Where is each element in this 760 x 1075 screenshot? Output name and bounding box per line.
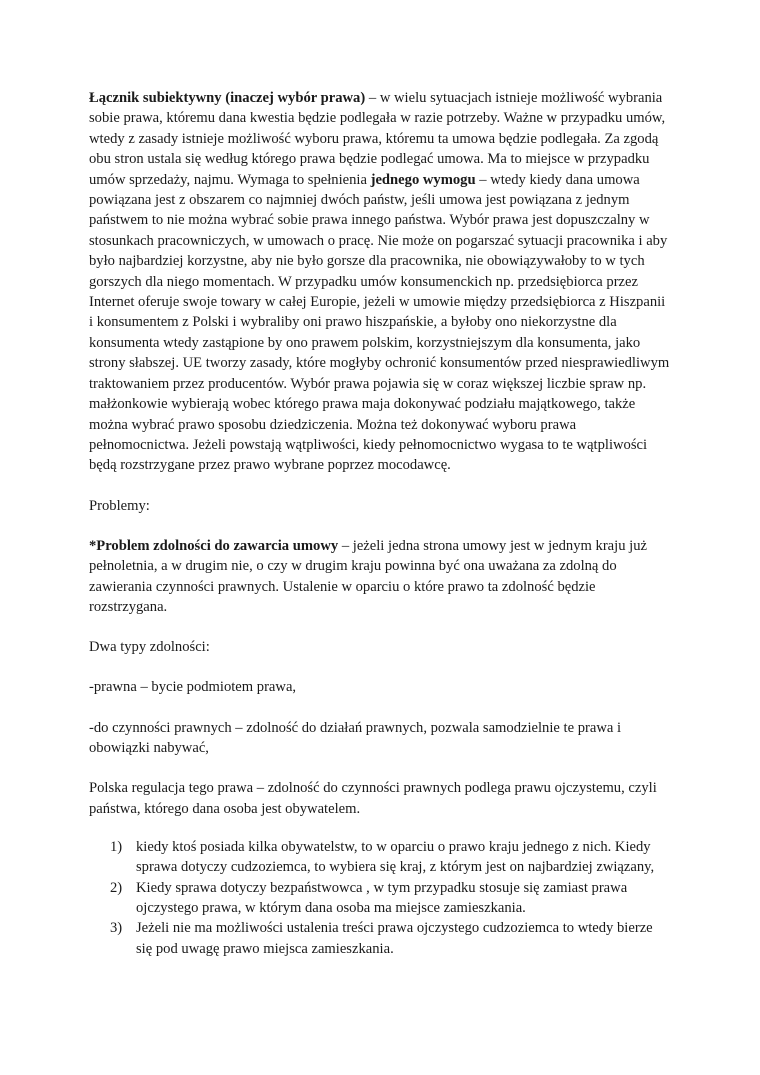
- paragraph-text: – w wielu sytuacjach istnieje możliwość wybrania sobie prawa, któremu dana kwestia będzie podlegała w razie potrzeby. Ważne w przypadku umów, wtedy z zasady istnieje możliwość wyboru prawa, któremu ta umowa będzie podlegała. Za zgodą obu stron ustala się według którego prawa będzie podlegać umowa. Ma to miejsce w przypadku umów sprzedaży, najmu. Wymaga to spełnienia: [89, 90, 666, 188]
- list-item-number: 2): [110, 879, 123, 896]
- term-one-requirement: jednego wymogu: [370, 171, 476, 188]
- list-item-text: Jeżeli nie ma możliwości ustalenia treści prawa ojczystego cudzoziemca to wtedy bierze się pod uwagę prawo miejsca zamieszkania.: [136, 920, 653, 957]
- list-item: [89, 918, 672, 959]
- list-item-text: kiedy ktoś posiada kilka obywatelstw, to w oparciu o prawo kraju jednego z nich. Kiedy sprawa dotyczy cudzoziemca, to wybiera się kraj, z którym jest on najbardziej związany,: [136, 838, 655, 876]
- list-item: [89, 878, 672, 919]
- paragraph-legal-capacity: -prawna – bycie podmiotem prawa,: [89, 679, 297, 696]
- paragraph-text: – wtedy kiedy dana umowa powiązana jest z obszarem co najmniej dwóch państw, jeśli umowa jest powiązana z jednym państwem to nie można wybrać sobie prawa innego państwa. Wybór prawa jest dopuszczalny w stosunkach pracowniczych, w umowach o pracę. Nie może on pogarszać sytuacji pracownika i aby było najbardziej korzystne, aby nie było gorsze dla pracownika, nie obowiązywałoby to w tych gorszych dla niego momentach. W przypadku umów konsumenckich np. przedsiębiorca przez Internet oferuje swoje towary w całej Europie, jeżeli w umowie między przedsiębiorca z Hiszpanii i konsumentem z Polski i wybraliby oni prawo hiszpańskie, a byłoby ono niekorzystne dla konsumenta wtedy zastąpione by ono prawem polskim, korzystniejszym dla konsumenta, jako strony słabszej. UE tworzy zasady, które mogłyby ochronić konsumentów przed niesprawiedliwym traktowaniem przez producentów. Wybór prawa pojawia się w coraz większej liczbie spraw np. małżonkowie wybierają wobec którego prawa maja dokonywać podziału majątkowego, także można wybrać prawo sposobu dziedziczenia. Można też dokonywać wyboru prawa pełnomocnictwa. Jeżeli powstają wątpliwości, kiedy pełnomocnictwo wygasa to te wątpliwości będą rozstrzygane przez prawo wybrane poprzez mocodawcę.: [89, 171, 670, 474]
- paragraph-problems-heading: Problemy:: [89, 497, 150, 514]
- paragraph-polish-regulation: Polska regulacja tego prawa – zdolność do czynności prawnych podlega prawu ojczystemu, czyli państwa, którego dana osoba jest obywatelem.: [89, 780, 657, 817]
- list-item-text: Kiedy sprawa dotyczy bezpaństwowca , w tym przypadku stosuje się zamiast prawa ojczystego prawa, w którym dana osoba ma miejsce zamieszkania.: [136, 879, 628, 916]
- list-item-number: 3): [110, 920, 123, 937]
- term-capacity-problem: *Problem zdolności do zawarcia umowy: [89, 537, 339, 554]
- list-item: [89, 837, 672, 878]
- paragraph-two-types: Dwa typy zdolności:: [89, 639, 210, 656]
- paragraph-capacity-to-act: -do czynności prawnych – zdolność do działań prawnych, pozwala samodzielnie te prawa i obowiązki nabywać,: [89, 719, 622, 756]
- list-item-number: 1): [110, 838, 123, 855]
- numbered-list: [89, 837, 672, 959]
- paragraph-choice-of-law: [89, 88, 672, 476]
- paragraph-capacity-problem: [89, 536, 672, 618]
- paragraph-text: – jeżeli jedna strona umowy jest w jednym kraju już pełnoletnia, a w drugim nie, o czy w drugim kraju powinna być ona uważana za zdolną do zawierania czynności prawnych. Ustalenie w oparciu o które prawo ta zdolność będzie rozstrzygana.: [89, 537, 647, 615]
- term-subjective-connector: Łącznik subiektywny (inaczej wybór prawa): [89, 90, 366, 106]
